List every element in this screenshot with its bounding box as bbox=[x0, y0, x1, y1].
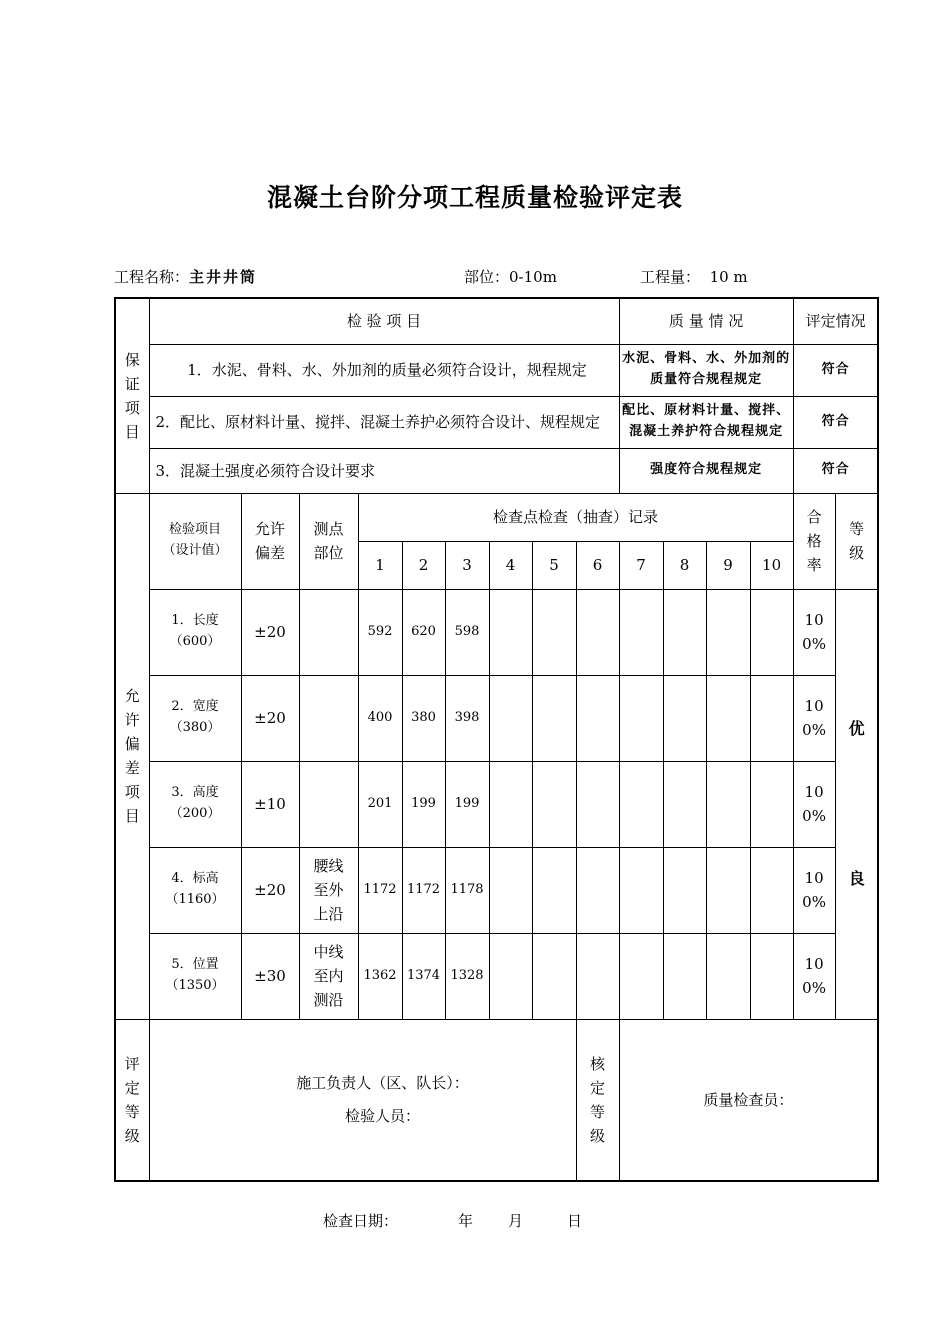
guarantee-eval-2: 符合 bbox=[793, 396, 878, 448]
quantity-value: 10 m bbox=[709, 268, 748, 286]
record-value: 1328 bbox=[445, 933, 489, 1019]
record-empty bbox=[532, 675, 576, 761]
tolerance-header-tol bbox=[241, 493, 299, 589]
guarantee-header-item: 检 验 项 目 bbox=[149, 298, 619, 344]
record-empty bbox=[532, 847, 576, 933]
pass-rate bbox=[793, 675, 835, 761]
record-value: 598 bbox=[445, 589, 489, 675]
point-number-6: 6 bbox=[576, 541, 619, 589]
measure-point-text: 腰线至外上沿 bbox=[313, 857, 344, 923]
measure-point bbox=[299, 847, 358, 933]
record-value: 199 bbox=[445, 761, 489, 847]
grade-cell bbox=[835, 589, 878, 1019]
record-empty bbox=[619, 761, 663, 847]
point-number-3: 3 bbox=[445, 541, 489, 589]
quality-inspector-label: 质量检查员： bbox=[619, 1019, 878, 1181]
guarantee-section-label bbox=[115, 298, 149, 493]
record-value: 620 bbox=[402, 589, 445, 675]
guarantee-section-text: 保证项目 bbox=[124, 350, 140, 441]
position-label: 部位： bbox=[464, 268, 510, 286]
page-title: 混凝土台阶分项工程质量检验评定表 bbox=[266, 183, 683, 212]
date-year-label: 年 bbox=[458, 1212, 474, 1230]
tolerance-item-cell bbox=[149, 761, 241, 847]
inspection-date-label: 检查日期： bbox=[323, 1212, 399, 1230]
tolerance-header-rate-text: 合格率 bbox=[806, 508, 822, 574]
record-value: 1362 bbox=[358, 933, 402, 1019]
record-empty bbox=[750, 675, 793, 761]
record-empty bbox=[532, 589, 576, 675]
tolerance-item-design: （200） bbox=[169, 806, 221, 821]
record-empty bbox=[750, 847, 793, 933]
pass-rate bbox=[793, 761, 835, 847]
guarantee-item-1: 1．水泥、骨料、水、外加剂的质量必须符合设计，规程规定 bbox=[149, 344, 619, 396]
point-number-2: 2 bbox=[402, 541, 445, 589]
quantity-field bbox=[640, 266, 748, 287]
evaluation-section-label bbox=[115, 1019, 149, 1181]
inspection-table bbox=[114, 297, 879, 1182]
record-empty bbox=[706, 589, 750, 675]
tolerance-header-item bbox=[149, 493, 241, 589]
measure-point-text: 中线至内测沿 bbox=[313, 943, 344, 1009]
pass-rate-text: 100% bbox=[802, 783, 826, 825]
pass-rate-text: 100% bbox=[802, 955, 826, 997]
point-number-1: 1 bbox=[358, 541, 402, 589]
guarantee-item-3: 3．混凝土强度必须符合设计要求 bbox=[149, 448, 619, 493]
position-field bbox=[464, 266, 557, 287]
guarantee-header-eval: 评定情况 bbox=[793, 298, 878, 344]
record-empty bbox=[619, 933, 663, 1019]
pass-rate-text: 100% bbox=[802, 697, 826, 739]
record-value: 201 bbox=[358, 761, 402, 847]
record-empty bbox=[706, 675, 750, 761]
record-empty bbox=[750, 761, 793, 847]
record-value: 380 bbox=[402, 675, 445, 761]
guarantee-quality-1: 水泥、骨料、水、外加剂的质量符合规程规定 bbox=[619, 344, 793, 396]
inspector-signature-label: 检验人员： bbox=[344, 1106, 420, 1125]
point-number-7: 7 bbox=[619, 541, 663, 589]
table-row bbox=[115, 933, 878, 1019]
tolerance-value: ±30 bbox=[241, 933, 299, 1019]
record-empty bbox=[706, 761, 750, 847]
record-value: 199 bbox=[402, 761, 445, 847]
tolerance-item-design: （1350） bbox=[165, 978, 225, 993]
tolerance-item-cell bbox=[149, 933, 241, 1019]
tolerance-item-name: 2．宽度 bbox=[171, 699, 219, 715]
measure-point bbox=[299, 933, 358, 1019]
tolerance-item-design: （1160） bbox=[165, 892, 225, 907]
record-empty bbox=[576, 589, 619, 675]
measure-point bbox=[299, 675, 358, 761]
record-value: 1374 bbox=[402, 933, 445, 1019]
record-empty bbox=[489, 847, 532, 933]
record-value: 1178 bbox=[445, 847, 489, 933]
record-value: 592 bbox=[358, 589, 402, 675]
date-month-label: 月 bbox=[508, 1212, 524, 1230]
table-row bbox=[115, 761, 878, 847]
record-value: 400 bbox=[358, 675, 402, 761]
point-number-10: 10 bbox=[750, 541, 793, 589]
guarantee-quality-2: 配比、原材料计量、搅拌、混凝土养护符合规程规定 bbox=[619, 396, 793, 448]
record-empty bbox=[619, 847, 663, 933]
record-empty bbox=[663, 589, 706, 675]
tolerance-item-name: 4．标高 bbox=[171, 871, 219, 887]
tolerance-header-item-text: 检验项目（设计值） bbox=[162, 522, 228, 558]
record-value: 398 bbox=[445, 675, 489, 761]
tolerance-header-record: 检查点检查（抽查）记录 bbox=[358, 493, 793, 541]
record-empty bbox=[532, 761, 576, 847]
grade-text: 优良 bbox=[848, 719, 865, 888]
record-empty bbox=[576, 847, 619, 933]
tolerance-item-cell bbox=[149, 589, 241, 675]
record-empty bbox=[576, 933, 619, 1019]
measure-point bbox=[299, 589, 358, 675]
guarantee-header-quality: 质 量 情 况 bbox=[619, 298, 793, 344]
point-number-4: 4 bbox=[489, 541, 532, 589]
guarantee-item-2: 2．配比、原材料计量、搅拌、混凝土养护必须符合设计、规程规定 bbox=[149, 396, 619, 448]
pass-rate bbox=[793, 847, 835, 933]
record-empty bbox=[489, 933, 532, 1019]
record-empty bbox=[576, 675, 619, 761]
record-empty bbox=[576, 761, 619, 847]
position-value: 0-10m bbox=[509, 268, 557, 286]
tolerance-value: ±20 bbox=[241, 847, 299, 933]
table-row bbox=[115, 847, 878, 933]
pass-rate-text: 100% bbox=[802, 611, 826, 653]
pass-rate bbox=[793, 933, 835, 1019]
tolerance-item-cell bbox=[149, 675, 241, 761]
tolerance-header-rate bbox=[793, 493, 835, 589]
record-empty bbox=[619, 589, 663, 675]
tolerance-header-tol-text: 允许偏差 bbox=[254, 520, 285, 562]
tolerance-item-name: 1．长度 bbox=[171, 613, 219, 629]
record-empty bbox=[489, 589, 532, 675]
record-empty bbox=[663, 761, 706, 847]
record-empty bbox=[663, 847, 706, 933]
record-empty bbox=[706, 847, 750, 933]
guarantee-eval-3: 符合 bbox=[793, 448, 878, 493]
quantity-label: 工程量： bbox=[640, 268, 701, 286]
tolerance-value: ±20 bbox=[241, 589, 299, 675]
guarantee-quality-3: 强度符合规程规定 bbox=[619, 448, 793, 493]
tolerance-section-label bbox=[115, 493, 149, 1019]
point-number-5: 5 bbox=[532, 541, 576, 589]
tolerance-header-point-text: 测点部位 bbox=[313, 520, 344, 562]
evaluation-signature-cell bbox=[149, 1019, 576, 1181]
record-empty bbox=[663, 675, 706, 761]
record-empty bbox=[750, 589, 793, 675]
tolerance-header-point bbox=[299, 493, 358, 589]
evaluation-section-text: 评定等级 bbox=[124, 1054, 140, 1145]
verify-grade-text: 核定等级 bbox=[590, 1054, 606, 1145]
tolerance-item-name: 3．高度 bbox=[171, 785, 219, 801]
project-name-label: 工程名称： bbox=[114, 268, 190, 286]
tolerance-header-grade bbox=[835, 493, 878, 589]
tolerance-section-text: 允许偏差项目 bbox=[124, 687, 140, 825]
verify-grade-label bbox=[576, 1019, 619, 1181]
point-number-9: 9 bbox=[706, 541, 750, 589]
tolerance-header-grade-text: 等级 bbox=[849, 520, 865, 562]
tolerance-item-design: （600） bbox=[169, 634, 221, 649]
builder-signature-label: 施工负责人（区、队长）： bbox=[296, 1073, 469, 1092]
record-empty bbox=[663, 933, 706, 1019]
table-row bbox=[115, 675, 878, 761]
project-name-field bbox=[114, 266, 257, 287]
record-empty bbox=[489, 761, 532, 847]
tolerance-item-cell bbox=[149, 847, 241, 933]
pass-rate bbox=[793, 589, 835, 675]
pass-rate-text: 100% bbox=[802, 869, 826, 911]
date-day-label: 日 bbox=[567, 1212, 583, 1230]
project-name-value: 主井井筒 bbox=[189, 268, 258, 286]
tolerance-item-name: 5．位置 bbox=[171, 957, 219, 973]
measure-point bbox=[299, 761, 358, 847]
record-empty bbox=[750, 933, 793, 1019]
tolerance-value: ±20 bbox=[241, 675, 299, 761]
tolerance-value: ±10 bbox=[241, 761, 299, 847]
record-empty bbox=[706, 933, 750, 1019]
record-value: 1172 bbox=[358, 847, 402, 933]
guarantee-eval-1: 符合 bbox=[793, 344, 878, 396]
tolerance-item-design: （380） bbox=[169, 720, 221, 735]
record-value: 1172 bbox=[402, 847, 445, 933]
table-row bbox=[115, 589, 878, 675]
point-number-8: 8 bbox=[663, 541, 706, 589]
record-empty bbox=[619, 675, 663, 761]
record-empty bbox=[532, 933, 576, 1019]
record-empty bbox=[489, 675, 532, 761]
